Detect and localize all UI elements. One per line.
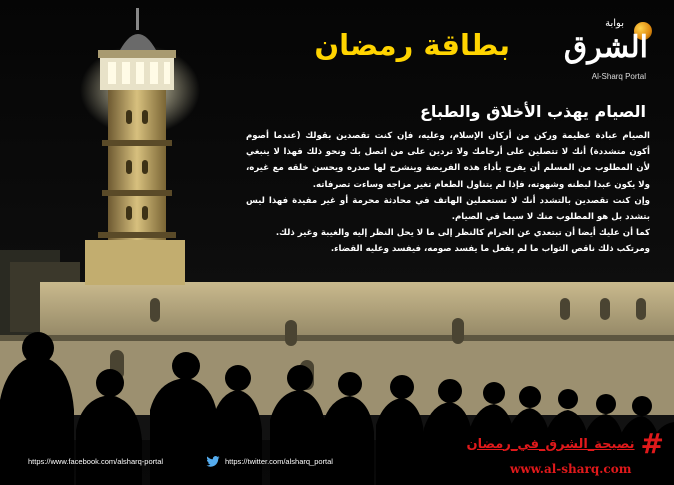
hashtag[interactable] [466,427,664,460]
logo-english: Al-Sharq Portal [591,72,646,81]
hash-icon: # [640,427,664,460]
twitter-link-row[interactable] [206,456,333,467]
logo-name: الشرق [563,30,648,65]
website-link[interactable]: www.al-sharq.com [510,462,632,476]
article-paragraph: كما أن عليك أيضا أن تبتعدي عن الحرام كالنظر إلى ما لا يحل النظر إليه والغيبة وغير ذلك. [275,228,650,239]
twitter-url[interactable]: https://twitter.com/alsharq_portal [225,457,333,466]
logo-portal-label: بوابة [605,18,624,29]
facebook-link[interactable]: https://www.facebook.com/alsharq-portal [28,457,164,466]
article-paragraph: ومرتكب ذلك ناقص الثواب ما لم يفعل ما يفسد صومه، فيفسد وعليه القضاء. [330,244,650,255]
alsharq-logo[interactable] [520,14,660,81]
article-body [246,128,650,258]
article-paragraph: وإن كنت تقصدين بالتشدد أنك لا تستعملين الهاتف في محادثة محرمة أو غير مفيدة فهذا ليس بتشدد بل هو المطلوب منك لا سيما في الصيام. [246,195,650,223]
article-heading: الصيام يهذب الأخلاق والطباع [420,102,646,121]
twitter-bird-icon [206,456,220,467]
card-title: بطاقة رمضان [314,28,510,62]
article-paragraph: الصيام عبادة عظيمة وركن من أركان الإسلام، وعليه، فإن كنت تقصدين بقولك (عندما أصوم أكون متشددة) أنك لا تتصلين على أرحامك ولا تردين على من اتصل بك ونحو ذلك فهذا لا ينبغي لأن المطلوب من المسلم أن يفرح بأداء هذه الفريضة وينشرح لها صدره ويحسن خلقه مع غيره، ولا يكون عبدا لبطنه وشهوته، فإذا لم يتناول الطعام تغير مزاجه وساءت تصرفاته. [246,131,650,190]
hashtag-text[interactable]: نصيحة_الشرق_في_رمضان [466,436,635,452]
